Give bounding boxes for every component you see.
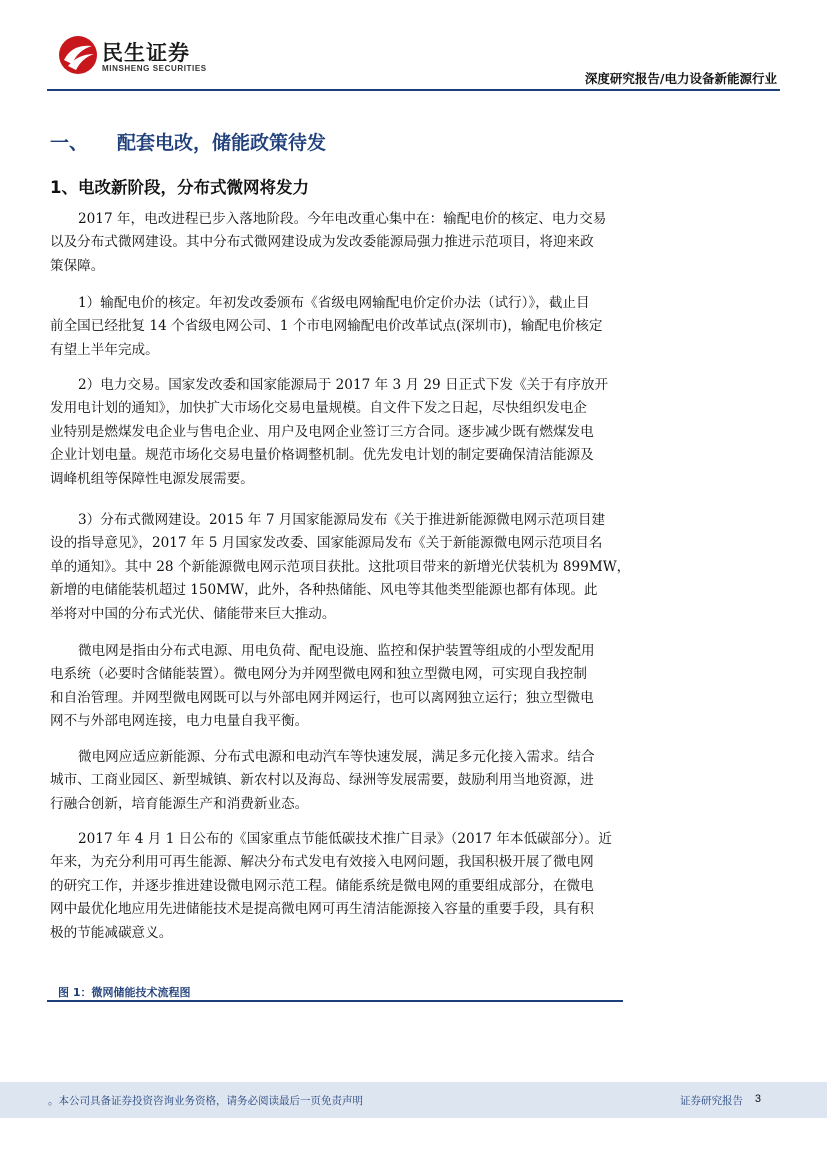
paragraph-line: 2017 年，电改进程已步入落地阶段。今年电改重心集中在：输配电价的核定、电力交易 [78, 211, 607, 227]
section-number: 一、 [50, 132, 89, 154]
figure-caption: 图 1：微网储能技术流程图 [58, 986, 191, 999]
logo-english-name: MINSHENG SECURITIES [102, 64, 207, 73]
paragraph-1 [50, 208, 780, 278]
section-title-text: 配套电改，储能政策待发 [117, 132, 327, 154]
paragraph-line: 策保障。 [50, 257, 105, 274]
paragraph-line: 和自治管理。并网型微电网既可以与外部电网并网运行，也可以离网独立运行；独立型微电 [50, 689, 594, 706]
section-heading [50, 128, 326, 155]
paragraph-line: 网不与外部电网连接，电力电量自我平衡。 [50, 713, 309, 730]
footer-disclaimer: 。本公司具备证券投资咨询业务资格，请务必阅读最后一页免责声明 [48, 1095, 363, 1107]
paragraph-line: 极的节能减碳意义。 [50, 924, 173, 941]
page-header [0, 0, 827, 90]
paragraph-line: 电系统（必要时含储能装置）。微电网分为并网型微电网和独立型微电网，可实现自我控制 [50, 666, 587, 683]
paragraph-line: 企业计划电量。规范市场化交易电量价格调整机制。优先发电计划的制定要确保清洁能源及 [50, 447, 594, 464]
paragraph-7 [50, 828, 780, 945]
paragraph-line: 以及分布式微网建设。其中分布式微网建设成为发改委能源局强力推进示范项目，将迎来政 [50, 234, 594, 251]
paragraph-line: 单的通知》。其中 28 个新能源微电网示范项目获批。这批项目带来的新增光伏装机为 899MW， [50, 558, 631, 575]
page-number: 3 [754, 1093, 761, 1105]
paragraph-line: 业特别是燃煤发电企业与售电企业、用户及电网企业签订三方合同。逐步减少既有燃煤发电 [50, 423, 594, 440]
page-footer [0, 1082, 827, 1118]
paragraph-line: 微电网应适应新能源、分布式电源和电动汽车等快速发展，满足多元化接入需求。结合 [78, 749, 595, 765]
paragraph-line: 2017 年 4 月 1 日公布的《国家重点节能低碳技术推广目录》（2017 年本低碳部分）。近 [78, 831, 612, 847]
paragraph-line: 年来，为充分利用可再生能源、解决分布式发电有效接入电网问题，我国积极开展了微电网 [50, 854, 594, 871]
paragraph-line: 2）电力交易。国家发改委和国家能源局于 2017 年 3 月 29 日正式下发《关于有序放开 [78, 377, 609, 393]
paragraph-line: 3）分布式微网建设。2015 年 7 月国家能源局发布《关于推进新能源微电网示范项目建 [78, 512, 606, 528]
paragraph-line: 网中最优化地应用先进储能技术是提高微电网可再生清洁能源接入容量的重要手段，具有积 [50, 901, 594, 918]
subsection-heading: 1、电改新阶段，分布式微网将发力 [50, 178, 309, 197]
paragraph-line: 微电网是指由分布式电源、用电负荷、配电设施、监控和保护装置等组成的小型发配用 [78, 643, 595, 659]
paragraph-line: 新增的电储能装机超过 150MW，此外，各种热储能、风电等其他类型能源也都有体现。此 [50, 582, 598, 599]
paragraph-line: 的研究工作，并逐步推进建设微电网示范工程。储能系统是微电网的重要组成部分，在微电 [50, 877, 594, 894]
header-divider [47, 89, 780, 91]
minsheng-logo [58, 34, 218, 80]
paragraph-line: 举将对中国的分布式光伏、储能带来巨大推动。 [50, 605, 336, 622]
minsheng-logo-icon [58, 34, 98, 76]
logo-chinese-name: 民生证券 [102, 41, 190, 65]
paragraph-line: 有望上半年完成。 [50, 341, 159, 358]
paragraph-line: 设的指导意见》，2017 年 5 月国家发改委、国家能源局发布《关于新能源微电网示范项目名 [50, 535, 603, 552]
paragraph-line: 调峰机组等保障性电源发展需要。 [50, 470, 254, 487]
footer-report-label: 证券研究报告 [680, 1095, 743, 1107]
figure-divider [47, 1000, 623, 1002]
paragraph-line: 1）输配电价的核定。年初发改委颁布《省级电网输配电价定价办法（试行）》，截止目 [78, 295, 590, 311]
paragraph-line: 发用电计划的通知》，加快扩大市场化交易电量规模。自文件下发之日起，尽快组织发电企 [50, 400, 587, 417]
report-type-label: 深度研究报告/电力设备新能源行业 [584, 71, 777, 86]
paragraph-2 [50, 292, 780, 362]
paragraph-6 [50, 746, 780, 816]
paragraph-5 [50, 640, 780, 734]
paragraph-line: 前全国已经批复 14 个省级电网公司、1 个市电网输配电价改革试点(深圳市)，输配电价核定 [50, 318, 603, 335]
paragraph-3 [50, 374, 780, 491]
paragraph-line: 行融合创新，培育能源生产和消费新业态。 [50, 795, 309, 812]
paragraph-4 [50, 509, 780, 626]
paragraph-line: 城市、工商业园区、新型城镇、新农村以及海岛、绿洲等发展需要，鼓励利用当地资源，进 [50, 772, 594, 789]
